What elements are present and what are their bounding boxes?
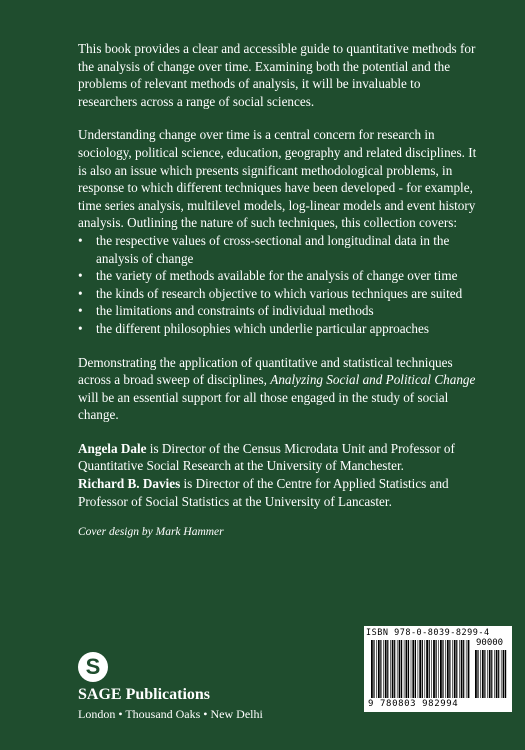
ean-number: 9 780803 982994 xyxy=(368,699,459,709)
author-bio xyxy=(78,475,478,510)
demo-paragraph xyxy=(78,354,478,424)
author-name: Angela Dale xyxy=(78,440,147,456)
publisher-cities: London • Thousand Oaks • New Delhi xyxy=(78,707,263,721)
publisher-block xyxy=(78,652,263,722)
list-item: • the limitations and constraints of individual methods xyxy=(78,302,478,320)
ean-barcode-icon xyxy=(370,640,470,698)
intro-paragraph: This book provides a clear and accessible guide to quantitative methods for the analysis of change over time. Examining both the potential and the problems of relevant methods of analysis, it will be invaluable to researchers across a range of social sciences. xyxy=(78,41,476,109)
author-name: Richard B. Davies xyxy=(78,476,181,492)
author-bio xyxy=(78,440,478,475)
publisher-name: SAGE Publications xyxy=(78,686,211,703)
list-item: • the respective values of cross-sectional and longitudinal data in the analysis of change xyxy=(78,232,478,267)
list-item: • the variety of methods available for the analysis of change over time xyxy=(78,267,478,285)
author-bio-text: is Director of the Census Microdata Unit and Professor of Quantitative Social Research at the University of Manchester. xyxy=(78,440,455,474)
list-item: • the kinds of research objective to which various techniques are suited xyxy=(78,285,478,303)
description-paragraph: Understanding change over time is a central concern for research in sociology, political science, education, geography and related disciplines. It is also an issue which presents significant methodological problems, in response to which different techniques have been developed - for example, time series analysis, multilevel models, log-linear models and event history analysis. Outlining the nature of such techniques, this collection covers: xyxy=(78,127,477,231)
demo-text-after: will be an essential support for all those engaged in the study of social change. xyxy=(78,389,449,423)
cover-credit: Cover design by Mark Hammer xyxy=(78,526,224,539)
topics-list xyxy=(78,232,478,338)
isbn-label: ISBN 978-0-8039-8299-4 xyxy=(366,628,490,638)
barcode xyxy=(364,626,512,712)
demo-text-before: Demonstrating the application of quantitative and statistical techniques across a broad sweep of disciplines, xyxy=(78,354,453,388)
addon-barcode-icon xyxy=(474,650,508,698)
book-title: Analyzing Social and Political Change xyxy=(270,372,476,388)
list-item: • the different philosophies which underlie particular approaches xyxy=(78,320,478,338)
sage-logo-icon: S xyxy=(78,652,108,682)
addon-number: 90000 xyxy=(476,638,504,648)
back-cover-text xyxy=(78,40,478,542)
author-bio-text: is Director of the Centre for Applied Statistics and Professor of Social Statistics at the University of Lancaster. xyxy=(78,476,449,509)
